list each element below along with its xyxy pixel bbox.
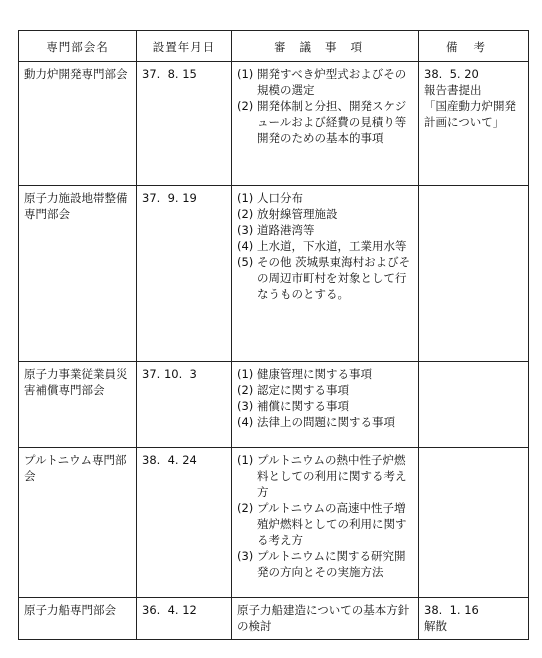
deliberation-matters (232, 362, 419, 448)
matter-item (237, 98, 413, 146)
matter-item (237, 254, 413, 302)
remark-line: 38. 5. 20 (424, 67, 479, 81)
committee-name: 原子力事業従業員災害補償専門部会 (19, 362, 137, 448)
established-date: 36. 4. 12 (137, 598, 232, 640)
header-matters: 審議事項 (232, 31, 419, 62)
matter-number: (1) (237, 367, 254, 381)
table-row (19, 62, 529, 186)
matter-number: (4) (237, 415, 254, 429)
remarks (419, 186, 529, 362)
matter-text: 上水道，下水道，工業用水等 (257, 239, 407, 253)
matter-item (237, 66, 413, 98)
matter-text: 健康管理に関する事項 (257, 367, 372, 381)
matter-item (237, 500, 413, 548)
committee-name: プルトニウム専門部会 (19, 448, 137, 598)
remarks (419, 62, 529, 186)
matter-text: その他 茨城県東海村およびその周辺市町村を対象として行なうものとする。 (257, 255, 411, 301)
matter-text: 道路港湾等 (257, 223, 315, 237)
table-row (19, 448, 529, 598)
matter-item (237, 238, 413, 254)
matter-text: 原子力船建造についての基本方針の検討 (237, 603, 410, 633)
committee-name: 動力炉開発専門部会 (19, 62, 137, 186)
matter-item (237, 398, 413, 414)
table-row (19, 598, 529, 640)
matter-number: (3) (237, 223, 254, 237)
matter-text: 補償に関する事項 (257, 399, 349, 413)
committee-name: 原子力施設地帯整備専門部会 (19, 186, 137, 362)
established-date: 38. 4. 24 (137, 448, 232, 598)
deliberation-matters (232, 448, 419, 598)
deliberation-matters (232, 598, 419, 640)
header-notes: 備考 (419, 31, 529, 62)
matter-number: (1) (237, 67, 254, 81)
remarks (419, 598, 529, 640)
matter-text: 法律上の問題に関する事項 (257, 415, 395, 429)
matter-text: 開発すべき炉型式およびその規模の選定 (257, 67, 407, 97)
committee-table (18, 30, 529, 640)
table-row (19, 362, 529, 448)
table-row (19, 186, 529, 362)
remark-line: 解散 (424, 619, 447, 633)
deliberation-matters (232, 62, 419, 186)
header-date: 設置年月日 (137, 31, 232, 62)
matter-number: (2) (237, 99, 254, 113)
deliberation-matters (232, 186, 419, 362)
matter-text: 認定に関する事項 (257, 383, 349, 397)
matter-item (237, 548, 413, 580)
matter-item (237, 382, 413, 398)
matter-number: (1) (237, 453, 254, 467)
matter-number: (3) (237, 399, 254, 413)
matter-text: 開発体制と分担、開発スケジュールおよび経費の見積り等開発のための基本的事項 (257, 99, 407, 145)
established-date: 37. 8. 15 (137, 62, 232, 186)
remark-line: 「国産動力炉開発計画について」 (424, 99, 516, 129)
remark-line: 報告書提出 (424, 83, 482, 97)
remarks (419, 448, 529, 598)
matter-text: 人口分布 (257, 191, 303, 205)
matter-text: 放射線管理施設 (257, 207, 338, 221)
matter-number: (2) (237, 207, 254, 221)
matter-item (237, 414, 413, 430)
committee-name: 原子力船専門部会 (19, 598, 137, 640)
header-name: 専門部会名 (19, 31, 137, 62)
established-date: 37. 10. 3 (137, 362, 232, 448)
remarks (419, 362, 529, 448)
matter-text: プルトニウムの高速中性子増殖炉燃料としての利用に関する考え方 (257, 501, 407, 547)
matter-item (237, 452, 413, 500)
matter-number: (1) (237, 191, 254, 205)
matter-item (237, 206, 413, 222)
matter-item (237, 190, 413, 206)
matter-number: (5) (237, 255, 254, 269)
matter-number: (4) (237, 239, 254, 253)
document-page (18, 30, 528, 640)
remark-line: 38. 1. 16 (424, 603, 479, 617)
matter-item (237, 222, 413, 238)
matter-number: (2) (237, 383, 254, 397)
matter-text: プルトニウムの熱中性子炉燃料としての利用に関する考え方 (257, 453, 407, 499)
matter-number: (3) (237, 549, 254, 563)
header-row (19, 31, 529, 62)
matter-text: プルトニウムに関する研究開発の方向とその実施方法 (257, 549, 406, 579)
established-date: 37. 9. 19 (137, 186, 232, 362)
matter-number: (2) (237, 501, 254, 515)
table-body (19, 62, 529, 640)
matter-item (237, 366, 413, 382)
